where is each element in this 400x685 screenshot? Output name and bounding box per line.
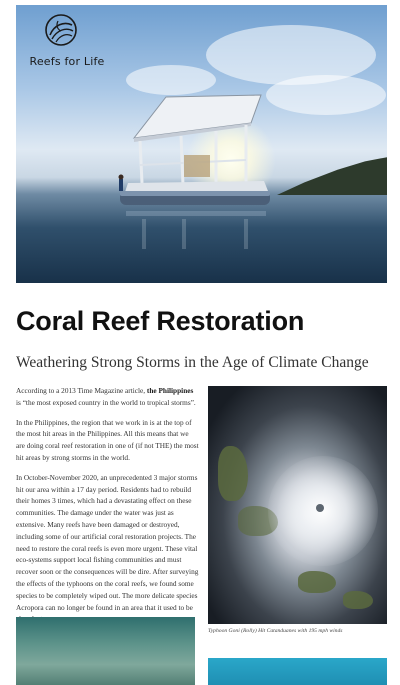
reef-logo-icon bbox=[44, 13, 78, 47]
paragraph-1-after: is “the most exposed country in the world to tropical storms”. bbox=[16, 397, 196, 407]
ocean-photo bbox=[208, 658, 387, 685]
typhoon-satellite-image bbox=[208, 386, 387, 624]
page-title: Coral Reef Restoration bbox=[16, 306, 305, 336]
paragraph-1-bold: the Philippines bbox=[146, 386, 194, 395]
paragraph-3: In October-November 2020, an unprecedented 3 major storms hit our area within a 17 day period. Residents had to rebuild their homes 3 times, which had a devastating effect on these communities. The damage under the water was just as extensive. Many reefs have been damaged or destroyed, including some of our artificial coral restoration projects. The need to restore the coral reefs is even more urgent. These vital eco-systems support local fishing communities and must recover soon or the consequences will be dire. After surveying the effects of the typhoons on the coral reefs, we found some species to be completely wiped out. The more delicate species Acropora can no longer be found in an area that it used to be bbox=[16, 472, 199, 612]
logo[interactable] bbox=[22, 11, 112, 77]
underwater-photo bbox=[16, 617, 195, 685]
paragraph-2: In the Philippines, the region that we work in is at the top of the most hit areas in the Philippines. All this means that we are doing coral reef restoration in one of (if not THE) the most hit areas by strong storms in the world. bbox=[16, 417, 199, 462]
hero-image bbox=[16, 5, 387, 283]
image-caption: Typhoon Goni (Rolly) Hit Catanduanes with 195 mph winds bbox=[208, 628, 343, 634]
article-body bbox=[16, 385, 199, 633]
paragraph-1 bbox=[16, 385, 199, 409]
page-subtitle: Weathering Strong Storms in the Age of Climate Change bbox=[16, 354, 369, 371]
paragraph-1-before: According to a 2013 Time Magazine article, bbox=[16, 386, 147, 395]
logo-text: Reefs for Life bbox=[29, 55, 105, 68]
